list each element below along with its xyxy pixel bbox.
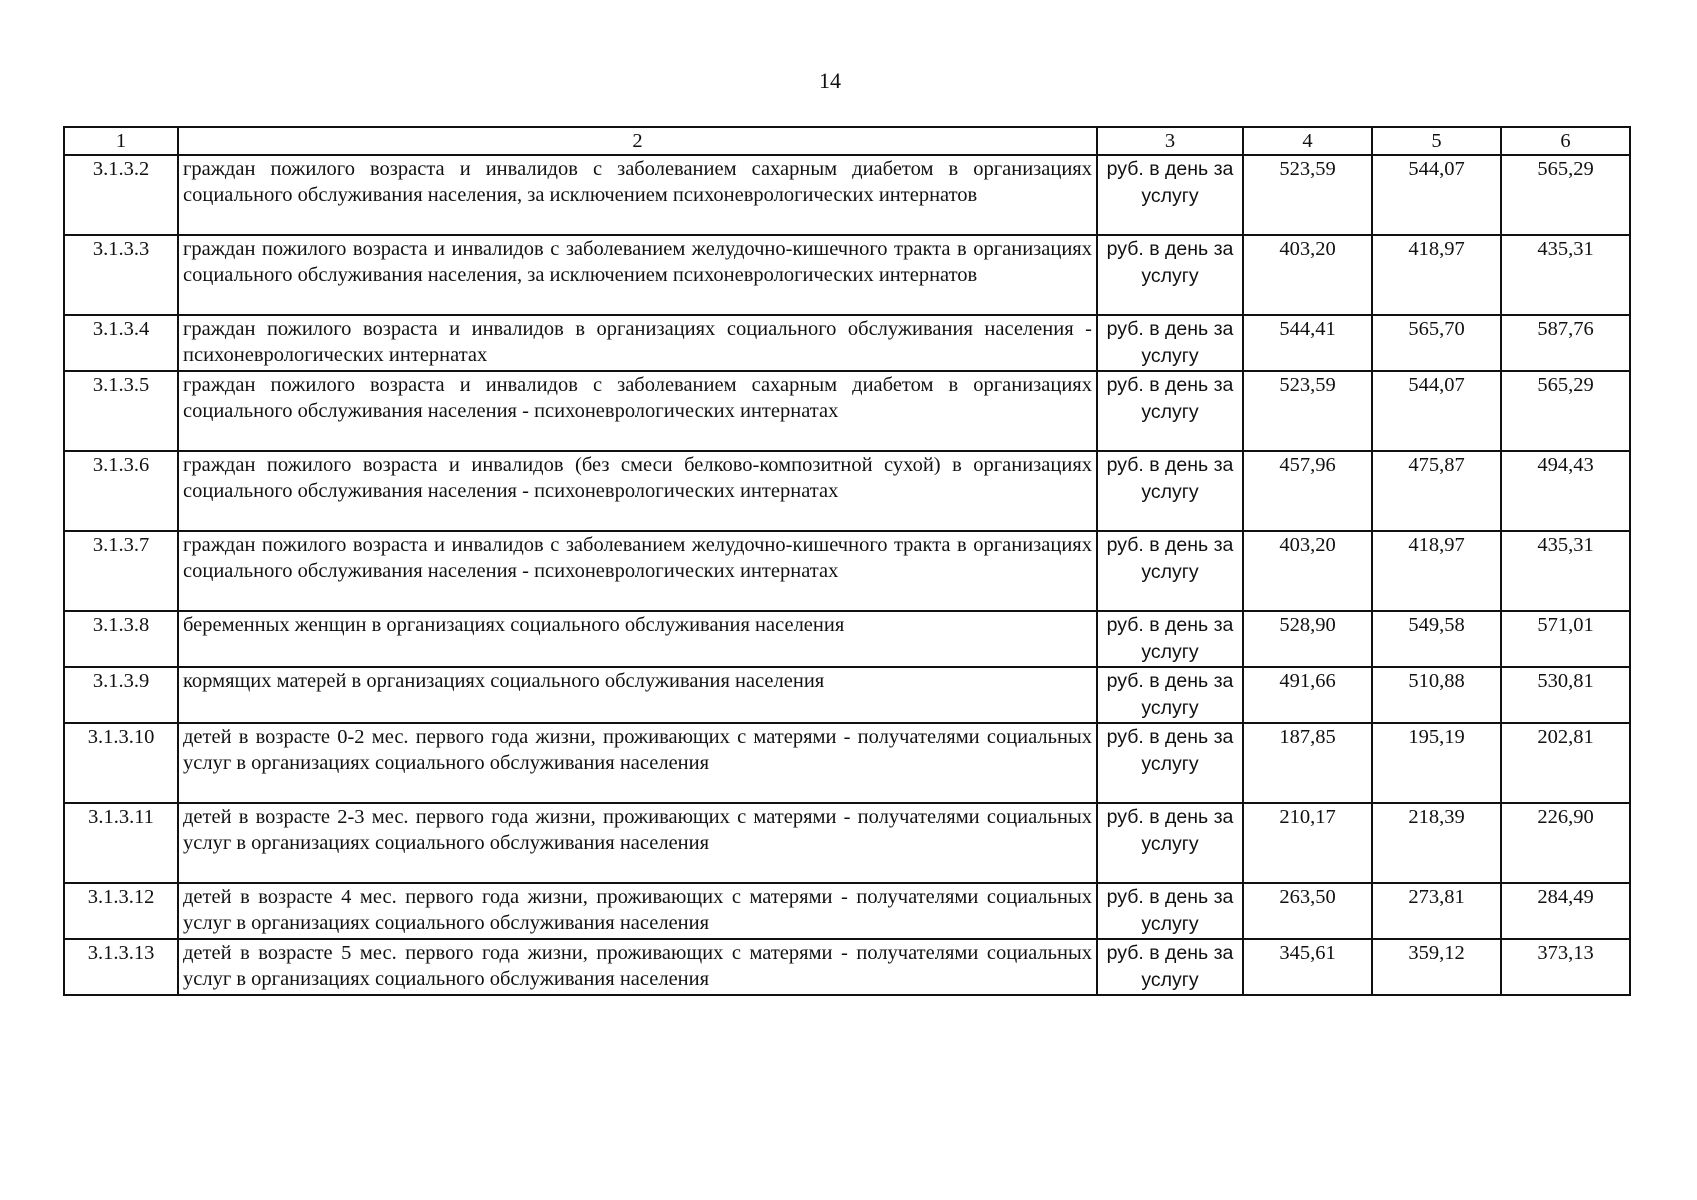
row-value-col4: 210,17 xyxy=(1243,803,1372,883)
row-description: детей в возрасте 2-3 мес. первого года жизни, проживающих с матерями - получателями социальных услуг в организациях социального обслуживания населения xyxy=(178,803,1097,883)
table-row xyxy=(64,667,1630,723)
row-value-col5: 218,39 xyxy=(1372,803,1501,883)
row-unit: руб. в день за услугу xyxy=(1097,155,1243,235)
row-value-col5: 565,70 xyxy=(1372,315,1501,371)
row-value-col4: 528,90 xyxy=(1243,611,1372,667)
table-row xyxy=(64,451,1630,531)
row-value-col6: 494,43 xyxy=(1501,451,1630,531)
row-value-col6: 226,90 xyxy=(1501,803,1630,883)
row-code: 3.1.3.13 xyxy=(64,939,178,995)
row-value-col6: 530,81 xyxy=(1501,667,1630,723)
row-code: 3.1.3.4 xyxy=(64,315,178,371)
row-code: 3.1.3.8 xyxy=(64,611,178,667)
row-value-col5: 418,97 xyxy=(1372,235,1501,315)
row-unit: руб. в день за услугу xyxy=(1097,531,1243,611)
row-unit: руб. в день за услугу xyxy=(1097,235,1243,315)
row-description: кормящих матерей в организациях социального обслуживания населения xyxy=(178,667,1097,723)
row-value-col4: 263,50 xyxy=(1243,883,1372,939)
page-number: 14 xyxy=(819,68,841,93)
row-description: граждан пожилого возраста и инвалидов с заболеванием желудочно-кишечного тракта в организациях социального обслуживания населения - психоневрологических интернатах xyxy=(178,531,1097,611)
header-col-2: 2 xyxy=(178,127,1097,155)
row-value-col4: 403,20 xyxy=(1243,235,1372,315)
row-code: 3.1.3.6 xyxy=(64,451,178,531)
row-value-col4: 544,41 xyxy=(1243,315,1372,371)
row-value-col4: 403,20 xyxy=(1243,531,1372,611)
row-value-col5: 544,07 xyxy=(1372,155,1501,235)
row-value-col5: 475,87 xyxy=(1372,451,1501,531)
row-description: детей в возрасте 0-2 мес. первого года жизни, проживающих с матерями - получателями социальных услуг в организациях социального обслуживания населения xyxy=(178,723,1097,803)
table-row xyxy=(64,315,1630,371)
row-value-col6: 565,29 xyxy=(1501,371,1630,451)
row-unit: руб. в день за услугу xyxy=(1097,939,1243,995)
table-body xyxy=(64,155,1630,995)
row-code: 3.1.3.9 xyxy=(64,667,178,723)
row-value-col5: 544,07 xyxy=(1372,371,1501,451)
row-code: 3.1.3.10 xyxy=(64,723,178,803)
row-value-col4: 491,66 xyxy=(1243,667,1372,723)
table-row xyxy=(64,371,1630,451)
row-description: граждан пожилого возраста и инвалидов с заболеванием сахарным диабетом в организациях социального обслуживания населения, за исключением психоневрологических интернатов xyxy=(178,155,1097,235)
row-description: детей в возрасте 4 мес. первого года жизни, проживающих с матерями - получателями социальных услуг в организациях социального обслуживания населения xyxy=(178,883,1097,939)
row-value-col6: 565,29 xyxy=(1501,155,1630,235)
header-row xyxy=(64,127,1630,155)
row-description: граждан пожилого возраста и инвалидов с заболеванием сахарным диабетом в организациях социального обслуживания населения - психоневрологических интернатах xyxy=(178,371,1097,451)
header-col-3: 3 xyxy=(1097,127,1243,155)
row-unit: руб. в день за услугу xyxy=(1097,315,1243,371)
row-description: детей в возрасте 5 мес. первого года жизни, проживающих с матерями - получателями социальных услуг в организациях социального обслуживания населения xyxy=(178,939,1097,995)
table-row xyxy=(64,235,1630,315)
row-value-col5: 195,19 xyxy=(1372,723,1501,803)
row-unit: руб. в день за услугу xyxy=(1097,371,1243,451)
row-value-col5: 549,58 xyxy=(1372,611,1501,667)
row-unit: руб. в день за услугу xyxy=(1097,451,1243,531)
row-code: 3.1.3.5 xyxy=(64,371,178,451)
row-unit: руб. в день за услугу xyxy=(1097,803,1243,883)
row-value-col4: 457,96 xyxy=(1243,451,1372,531)
header-col-6: 6 xyxy=(1501,127,1630,155)
row-value-col6: 202,81 xyxy=(1501,723,1630,803)
row-unit: руб. в день за услугу xyxy=(1097,723,1243,803)
table-row xyxy=(64,939,1630,995)
row-value-col5: 273,81 xyxy=(1372,883,1501,939)
row-unit: руб. в день за услугу xyxy=(1097,883,1243,939)
row-code: 3.1.3.7 xyxy=(64,531,178,611)
table-row xyxy=(64,723,1630,803)
table-header xyxy=(64,127,1630,155)
row-code: 3.1.3.2 xyxy=(64,155,178,235)
row-description: граждан пожилого возраста и инвалидов (без смеси белково-композитной сухой) в организациях социального обслуживания населения - психоневрологических интернатах xyxy=(178,451,1097,531)
table-row xyxy=(64,531,1630,611)
row-value-col6: 284,49 xyxy=(1501,883,1630,939)
table-row xyxy=(64,155,1630,235)
table-row xyxy=(64,883,1630,939)
row-unit: руб. в день за услугу xyxy=(1097,667,1243,723)
table-row xyxy=(64,611,1630,667)
row-description: граждан пожилого возраста и инвалидов с заболеванием желудочно-кишечного тракта в организациях социального обслуживания населения, за исключением психоневрологических интернатов xyxy=(178,235,1097,315)
row-value-col4: 345,61 xyxy=(1243,939,1372,995)
header-col-5: 5 xyxy=(1372,127,1501,155)
row-value-col6: 373,13 xyxy=(1501,939,1630,995)
row-value-col6: 587,76 xyxy=(1501,315,1630,371)
tariff-table xyxy=(63,126,1631,996)
row-description: беременных женщин в организациях социального обслуживания населения xyxy=(178,611,1097,667)
row-value-col5: 359,12 xyxy=(1372,939,1501,995)
row-description: граждан пожилого возраста и инвалидов в организациях социального обслуживания населения - психоневрологических интернатах xyxy=(178,315,1097,371)
row-value-col4: 523,59 xyxy=(1243,371,1372,451)
header-col-1: 1 xyxy=(64,127,178,155)
row-value-col6: 435,31 xyxy=(1501,235,1630,315)
row-code: 3.1.3.11 xyxy=(64,803,178,883)
row-value-col6: 571,01 xyxy=(1501,611,1630,667)
table-row xyxy=(64,803,1630,883)
row-value-col6: 435,31 xyxy=(1501,531,1630,611)
header-col-4: 4 xyxy=(1243,127,1372,155)
row-value-col5: 418,97 xyxy=(1372,531,1501,611)
row-value-col4: 523,59 xyxy=(1243,155,1372,235)
row-unit: руб. в день за услугу xyxy=(1097,611,1243,667)
row-code: 3.1.3.12 xyxy=(64,883,178,939)
row-value-col5: 510,88 xyxy=(1372,667,1501,723)
row-code: 3.1.3.3 xyxy=(64,235,178,315)
row-value-col4: 187,85 xyxy=(1243,723,1372,803)
